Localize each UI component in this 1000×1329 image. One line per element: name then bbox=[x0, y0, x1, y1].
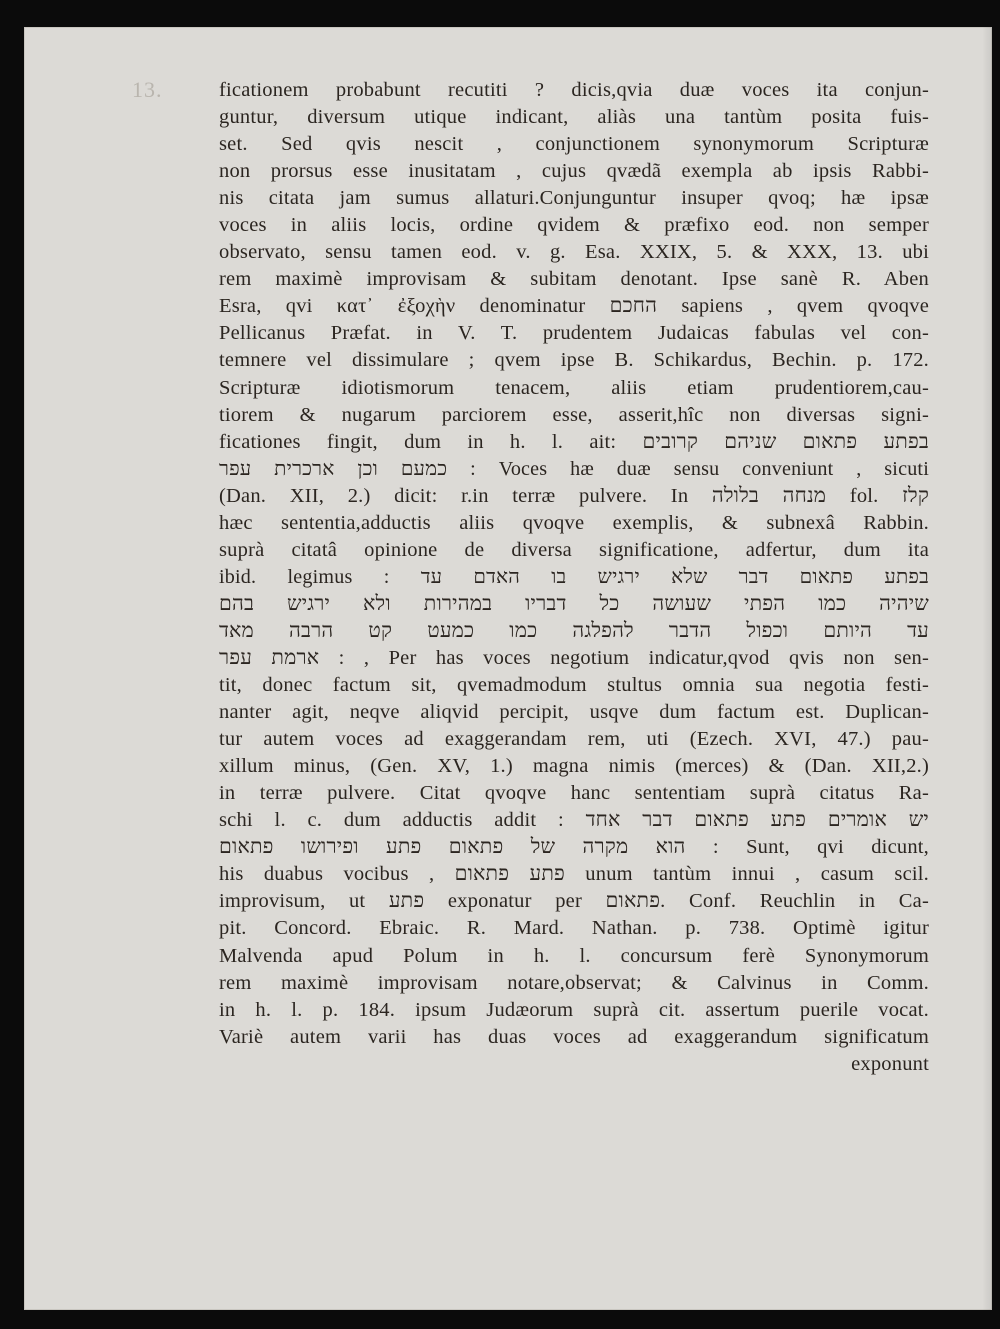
text-line: tit, donec factum sit, qvemadmodum stultus omnia sua negotia festi- bbox=[219, 674, 929, 697]
text-line: in h. l. p. 184. ipsum Judæorum suprà cit. assertum puerile vocat. bbox=[219, 998, 929, 1021]
text-line: non prorsus esse inusitatam , cujus qvædã exempla ab ipsis Rabbi- bbox=[219, 160, 929, 183]
text-line: in terræ pulvere. Citat qvoqve hanc sententiam suprà citatus Ra- bbox=[219, 782, 929, 805]
text-line: schi l. c. dum adductis addit : יש אומרים פתע פתאום דבר אחד bbox=[219, 809, 929, 832]
margin-mark: 13. bbox=[132, 77, 163, 102]
text-line: nanter agit, neqve aliqvid percipit, usqve dum factum est. Duplican- bbox=[219, 701, 929, 724]
text-line: pit. Concord. Ebraic. R. Mard. Nathan. p. 738. Optimè igitur bbox=[219, 917, 929, 940]
text-line: temnere vel dissimulare ; qvem ipse B. Schikardus, Bechin. p. 172. bbox=[219, 349, 929, 372]
text-line: ficationem probabunt recutiti ? dicis,qvia duæ voces ita conjun- bbox=[219, 79, 929, 101]
text-line: הוא מקרה של פתאום פתע ופירושו פתאום : Sunt, qvi dicunt, bbox=[219, 836, 929, 859]
text-line: ארמת עפר : , Per has voces negotium indicatur,qvod qvis non sen- bbox=[219, 646, 929, 669]
text-line: ibid. legimus : בפתע פתאום דבר שלא ירגיש בו האדם עד bbox=[219, 565, 929, 588]
text-line: שיהיה כמו הפתי שעושה כל דבריו במהירות ולא ירגיש בהם bbox=[219, 592, 929, 615]
book-page bbox=[24, 27, 992, 1310]
text-line: כמעם וכן ארכרית עפר : Voces hæ duæ sensu conveniunt , sicuti bbox=[219, 457, 929, 480]
text-line: tur autem voces ad exaggerandam rem, uti (Ezech. XVI, 47.) pau- bbox=[219, 728, 929, 751]
text-line: voces in aliis locis, ordine qvidem & præfixo eod. non semper bbox=[219, 214, 929, 237]
text-line: rem maximè improvisam & subitam denotant. Ipse sanè R. Aben bbox=[219, 268, 929, 291]
text-line: hæc sententia,adductis aliis qvoqve exemplis, & subnexâ Rabbin. bbox=[219, 511, 929, 534]
text-line: suprà citatâ opinione de diversa significatione, adfertur, dum ita bbox=[219, 538, 929, 561]
text-line: Scripturæ idiotismorum tenacem, aliis etiam prudentiorem,cau- bbox=[219, 376, 929, 399]
text-line: עד היותם וכפול הדבר להפלגה כמו כמעט קט הרבה מאד bbox=[219, 619, 929, 642]
text-line: improvisum, ut פתע exponatur per פתאום. Conf. Reuchlin in Ca- bbox=[219, 890, 929, 913]
text-line: Variè autem varii has duas voces ad exaggerandum significatum bbox=[219, 1025, 929, 1048]
catchword: exponunt bbox=[851, 1052, 929, 1075]
text-line: Esra, qvi κατ᾽ ἐξοχὴν denominatur החכם sapiens , qvem qvoqve bbox=[219, 295, 929, 318]
page-text bbox=[219, 77, 929, 1078]
text-line: nis citata jam sumus allaturi.Conjunguntur insuper qvoq; hæ ipsæ bbox=[219, 187, 929, 210]
text-line: tiorem & nugarum parciorem esse, asserit,hîc non diversas signi- bbox=[219, 403, 929, 426]
text-line: Pellicanus Præfat. in V. T. prudentem Judaicas fabulas vel con- bbox=[219, 322, 929, 345]
text-line: Malvenda apud Polum in h. l. concursum ferè Synonymorum bbox=[219, 944, 929, 967]
text-line: observato, sensu tamen eod. v. g. Esa. XXIX, 5. & XXX, 13. ubi bbox=[219, 241, 929, 264]
text-line: xillum minus, (Gen. XV, 1.) magna nimis (merces) & (Dan. XII,2.) bbox=[219, 755, 929, 778]
text-line: guntur, diversum utique indicant, aliàs una tantùm posita fuis- bbox=[219, 106, 929, 129]
text-line: rem maximè improvisam notare,observat; & Calvinus in Comm. bbox=[219, 971, 929, 994]
text-line: ficationes fingit, dum in h. l. ait: בפתע פתאום שניהם קרובים bbox=[219, 430, 929, 453]
text-line: (Dan. XII, 2.) dicit: r.in terræ pulvere. In מנחה בלולה fol. קלז bbox=[219, 484, 929, 507]
text-line: set. Sed qvis nescit , conjunctionem synonymorum Scripturæ bbox=[219, 133, 929, 156]
text-line: his duabus vocibus , פתע פתאום unum tantùm innui , casum scil. bbox=[219, 863, 929, 886]
